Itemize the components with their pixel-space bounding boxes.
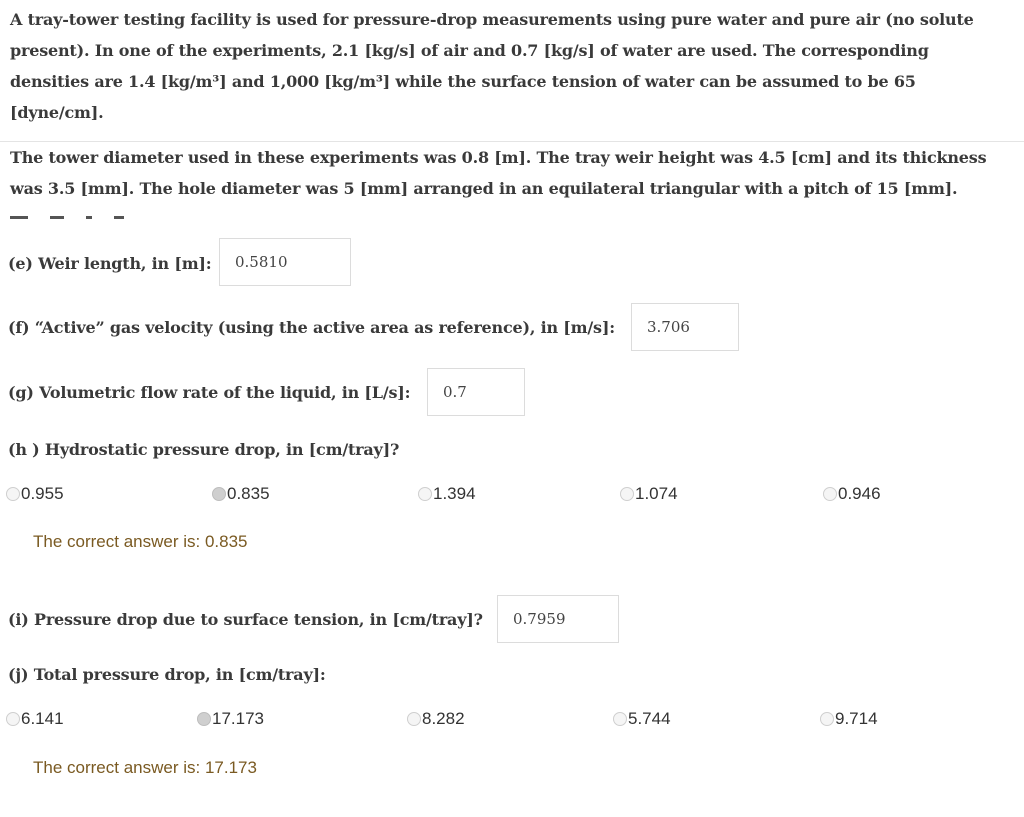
question-j-label: (j) Total pressure drop, in [cm/tray]: bbox=[8, 665, 326, 684]
radio-selected-icon[interactable] bbox=[212, 487, 226, 501]
option-label: 0.946 bbox=[838, 484, 881, 503]
option-label: 1.074 bbox=[635, 484, 678, 503]
radio-selected-icon[interactable] bbox=[197, 712, 211, 726]
option-h-2[interactable] bbox=[212, 484, 270, 504]
option-label: 8.282 bbox=[422, 709, 465, 728]
option-label: 9.714 bbox=[835, 709, 878, 728]
option-label: 6.141 bbox=[21, 709, 64, 728]
radio-icon[interactable] bbox=[6, 712, 20, 726]
question-h-label: (h ) Hydrostatic pressure drop, in [cm/tray]? bbox=[8, 440, 400, 459]
question-i-label: (i) Pressure drop due to surface tension, in [cm/tray]? bbox=[8, 610, 483, 629]
option-j-2[interactable] bbox=[197, 709, 264, 729]
problem-paragraph-1: A tray-tower testing facility is used for pressure-drop measurements using pure water and pure air (no solute present). In one of the experiments, 2.1 [kg/s] of air and 0.7 [kg/s] of water are used. The corresponding densities are 1.4 [kg/m³] and 1,000 [kg/m³] while the surface tension of water can be assumed to be 65 [dyne/cm]. bbox=[10, 10, 974, 122]
radio-icon[interactable] bbox=[407, 712, 421, 726]
option-h-1[interactable] bbox=[6, 484, 64, 504]
option-h-3[interactable] bbox=[418, 484, 476, 504]
liquid-flow-answer-field[interactable]: 0.7 bbox=[427, 368, 525, 416]
surface-tension-drop-answer-field[interactable]: 0.7959 bbox=[497, 595, 619, 643]
radio-icon[interactable] bbox=[613, 712, 627, 726]
weir-length-answer-field[interactable]: 0.5810 bbox=[219, 238, 351, 286]
option-label: 1.394 bbox=[433, 484, 476, 503]
option-j-1[interactable] bbox=[6, 709, 64, 729]
question-f-label: (f) “Active” gas velocity (using the active area as reference), in [m/s]: bbox=[8, 318, 615, 337]
radio-icon[interactable] bbox=[620, 487, 634, 501]
option-h-4[interactable] bbox=[620, 484, 678, 504]
option-label: 17.173 bbox=[212, 709, 264, 728]
radio-icon[interactable] bbox=[823, 487, 837, 501]
option-j-5[interactable] bbox=[820, 709, 878, 729]
question-e-label: (e) Weir length, in [m]: bbox=[8, 254, 212, 273]
option-label: 0.835 bbox=[227, 484, 270, 503]
question-h-feedback: The correct answer is: 0.835 bbox=[33, 532, 248, 551]
option-label: 0.955 bbox=[21, 484, 64, 503]
option-h-5[interactable] bbox=[823, 484, 881, 504]
option-j-4[interactable] bbox=[613, 709, 671, 729]
question-j-feedback: The correct answer is: 17.173 bbox=[33, 758, 257, 777]
radio-icon[interactable] bbox=[6, 487, 20, 501]
radio-icon[interactable] bbox=[820, 712, 834, 726]
question-g-label: (g) Volumetric flow rate of the liquid, in [L/s]: bbox=[8, 383, 411, 402]
option-label: 5.744 bbox=[628, 709, 671, 728]
option-j-3[interactable] bbox=[407, 709, 465, 729]
radio-icon[interactable] bbox=[418, 487, 432, 501]
gas-velocity-answer-field[interactable]: 3.706 bbox=[631, 303, 739, 351]
problem-paragraph-2: The tower diameter used in these experiments was 0.8 [m]. The tray weir height was 4.5 [cm] and its thickness was 3.5 [mm]. The hole diameter was 5 [mm] arranged in an equilateral triangular with a pitch of 15 [mm]. bbox=[10, 148, 987, 198]
clipped-text-line bbox=[10, 216, 160, 222]
